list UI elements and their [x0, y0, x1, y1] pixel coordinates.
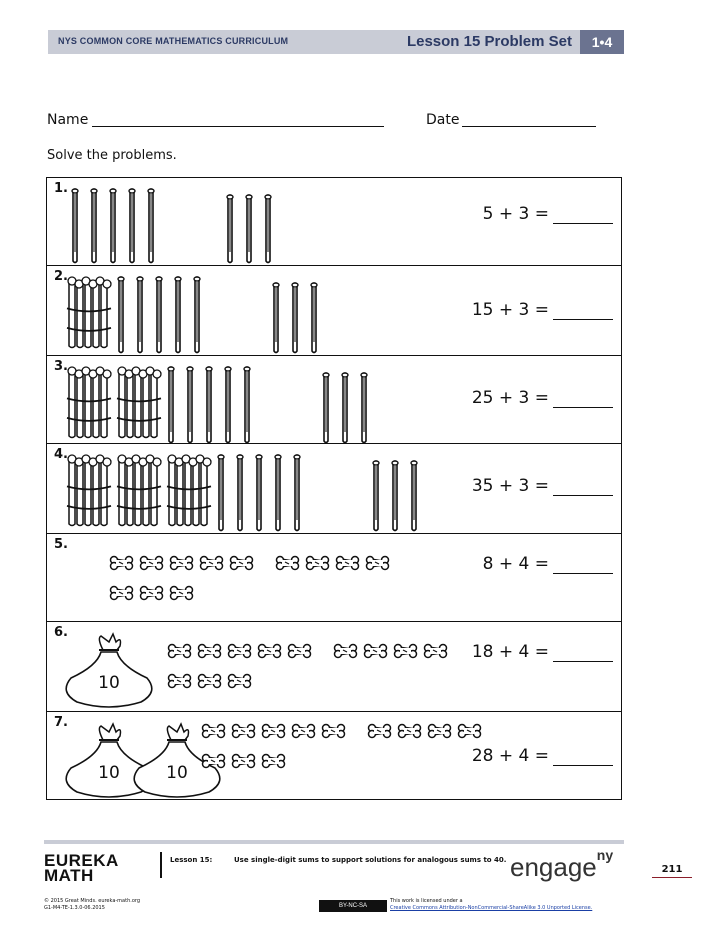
straw-stick	[244, 367, 250, 443]
straw-stick	[129, 189, 135, 263]
bag-label: 10	[98, 673, 120, 693]
bag-of-ten	[66, 634, 152, 707]
page-number: 211	[652, 864, 692, 878]
bone-icon	[259, 645, 281, 658]
straw-stick	[294, 455, 300, 531]
straw-stick	[156, 277, 162, 353]
lesson-title: Lesson 15 Problem Set	[406, 33, 572, 50]
straw-stick	[175, 277, 181, 353]
problem-number: 6.	[54, 625, 68, 640]
bone-icon	[425, 645, 447, 658]
bag-label: 10	[166, 763, 188, 783]
equation-4: 35 + 3 =	[472, 476, 613, 496]
bone-icon	[369, 725, 391, 738]
straw-stick	[373, 461, 379, 531]
problem-number: 4.	[54, 447, 68, 462]
footer-divider	[160, 852, 162, 878]
answer-blank-7[interactable]	[553, 747, 613, 766]
problem-row	[47, 266, 621, 356]
problem-number: 2.	[54, 269, 68, 284]
answer-blank-2[interactable]	[553, 301, 613, 320]
straw-stick	[218, 455, 224, 531]
footer-lesson-text: Use single-digit sums to support solutions for analogous sums to 40.	[234, 856, 507, 864]
bone-icon	[141, 587, 163, 600]
bone-icon	[171, 557, 193, 570]
bone-icon	[399, 725, 421, 738]
bone-icon	[171, 587, 193, 600]
license-text: This work is licensed under a Creative Commons Attribution-NonCommercial-ShareAlike 3.0 Unported License.	[390, 898, 593, 911]
bone-icon	[459, 725, 481, 738]
copyright: © 2015 Great Minds. eureka-math.org G1-M4-TE-1.3.0-06.2015	[44, 898, 141, 911]
straw-stick	[137, 277, 143, 353]
bone-icon	[201, 557, 223, 570]
straw-stick	[273, 283, 279, 353]
stick-model-2	[47, 266, 487, 356]
bone-icon	[307, 557, 329, 570]
equation-2: 15 + 3 =	[472, 300, 613, 320]
bone-icon	[199, 645, 221, 658]
bone-icon	[323, 725, 345, 738]
module-badge: 1•4	[580, 30, 624, 54]
bundle-of-ten	[117, 367, 161, 438]
bundle-of-ten	[67, 277, 111, 348]
bone-icon	[367, 557, 389, 570]
straw-stick	[110, 189, 116, 263]
equation-1: 5 + 3 =	[483, 204, 613, 224]
equation-6: 18 + 4 =	[472, 642, 613, 662]
straw-stick	[206, 367, 212, 443]
straw-stick	[342, 373, 348, 443]
license-link[interactable]: Creative Commons Attribution-NonCommercial-ShareAlike 3.0 Unported License.	[390, 905, 593, 911]
straw-stick	[225, 367, 231, 443]
problem-row	[47, 712, 621, 799]
bone-model-5	[47, 534, 487, 622]
bone-icon	[229, 645, 251, 658]
straw-stick	[256, 455, 262, 531]
bone-icon	[231, 557, 253, 570]
straw-stick	[91, 189, 97, 263]
straw-stick	[246, 195, 252, 263]
straw-stick	[237, 455, 243, 531]
engageny-logo: engage$^{ny}$	[510, 847, 614, 882]
bone-icon	[229, 675, 251, 688]
bone-icon	[289, 645, 311, 658]
straw-stick	[292, 283, 298, 353]
straw-stick	[411, 461, 417, 531]
straw-stick	[227, 195, 233, 263]
problem-row	[47, 356, 621, 444]
equation-7: 28 + 4 =	[472, 746, 613, 766]
problem-table	[46, 177, 622, 800]
cc-license-icon: BY-NC-SA	[319, 900, 387, 912]
bone-icon	[365, 645, 387, 658]
problem-number: 1.	[54, 181, 68, 196]
straw-stick	[265, 195, 271, 263]
problem-number: 5.	[54, 537, 68, 552]
date-label: Date	[426, 112, 460, 128]
bone-icon	[169, 675, 191, 688]
bone-icon	[169, 645, 191, 658]
bone-icon	[337, 557, 359, 570]
bone-icon	[203, 755, 225, 768]
problem-row	[47, 178, 621, 266]
bone-icon	[293, 725, 315, 738]
stick-model-4	[47, 444, 487, 534]
bundle-of-ten	[67, 455, 111, 526]
equation-5: 8 + 4 =	[483, 554, 613, 574]
straw-stick	[187, 367, 193, 443]
bone-icon	[111, 587, 133, 600]
answer-blank-3[interactable]	[553, 389, 613, 408]
straw-stick	[392, 461, 398, 531]
bone-icon	[199, 675, 221, 688]
bone-icon	[277, 557, 299, 570]
bone-icon	[141, 557, 163, 570]
straw-stick	[148, 189, 154, 263]
straw-stick	[72, 189, 78, 263]
bone-model-7	[47, 712, 487, 799]
bone-icon	[263, 755, 285, 768]
problem-row	[47, 622, 621, 712]
straw-stick	[311, 283, 317, 353]
problem-number: 3.	[54, 359, 68, 374]
bag-label: 10	[98, 763, 120, 783]
answer-blank-1[interactable]	[553, 205, 613, 224]
footer-lesson-label: Lesson 15:	[170, 856, 213, 864]
bone-icon	[263, 725, 285, 738]
stick-model-3	[47, 356, 487, 444]
date-field[interactable]	[462, 126, 596, 127]
footer-rule	[44, 840, 624, 844]
problem-number: 7.	[54, 715, 68, 730]
problem-row	[47, 444, 621, 534]
bone-icon	[429, 725, 451, 738]
stick-model-1	[47, 178, 487, 266]
bone-icon	[111, 557, 133, 570]
straw-stick	[194, 277, 200, 353]
answer-blank-6[interactable]	[553, 643, 613, 662]
straw-stick	[275, 455, 281, 531]
answer-blank-4[interactable]	[553, 477, 613, 496]
straw-stick	[323, 373, 329, 443]
instructions: Solve the problems.	[47, 148, 177, 163]
straw-stick	[118, 277, 124, 353]
problem-row	[47, 534, 621, 622]
bundle-of-ten	[67, 367, 111, 438]
bone-model-6	[47, 622, 487, 712]
name-field[interactable]	[92, 126, 384, 127]
straw-stick	[361, 373, 367, 443]
bone-icon	[335, 645, 357, 658]
answer-blank-5[interactable]	[553, 555, 613, 574]
eureka-math-logo: EUREKA MATH	[44, 851, 119, 885]
straw-stick	[168, 367, 174, 443]
header-banner	[48, 30, 624, 54]
bone-icon	[203, 725, 225, 738]
bone-icon	[233, 755, 255, 768]
bundle-of-ten	[167, 455, 211, 526]
bone-icon	[233, 725, 255, 738]
bundle-of-ten	[117, 455, 161, 526]
bone-icon	[395, 645, 417, 658]
equation-3: 25 + 3 =	[472, 388, 613, 408]
curriculum-title: NYS COMMON CORE MATHEMATICS CURRICULUM	[58, 36, 289, 46]
name-label: Name	[47, 112, 89, 128]
